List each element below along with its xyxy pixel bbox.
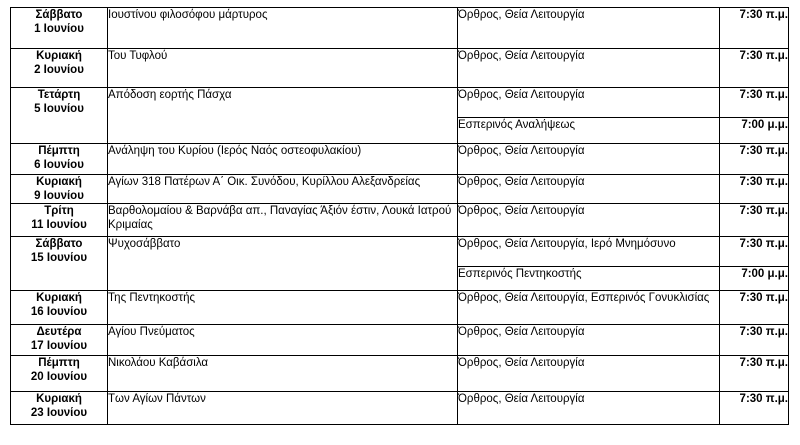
weekday: Σάββατο: [35, 9, 83, 21]
weekday: Κυριακή: [36, 393, 82, 405]
day-cell: [11, 237, 108, 291]
date: 1 Ιουνίου: [34, 23, 84, 35]
time-cell: 7:30 π.μ.: [720, 356, 789, 392]
day-cell: [11, 175, 108, 204]
service-cell: Όρθρος, Θεία Λειτουργία: [458, 356, 720, 392]
weekday: Τρίτη: [44, 205, 74, 217]
table-row: [11, 325, 789, 356]
date: 5 Ιουνίου: [34, 103, 84, 115]
time-cell: 7:00 μ.μ.: [720, 267, 789, 291]
table-row: [11, 144, 789, 175]
service-cell: Όρθρος, Θεία Λειτουργία: [458, 204, 720, 237]
weekday: Πέμπτη: [38, 145, 80, 157]
date: 16 Ιουνίου: [30, 306, 88, 318]
time-cell: 7:30 π.μ.: [720, 392, 789, 425]
date: 20 Ιουνίου: [30, 371, 88, 383]
time-cell: 7:30 π.μ.: [720, 8, 789, 49]
table-row: [11, 291, 789, 325]
weekday: Πέμπτη: [38, 357, 80, 369]
time-cell: 7:00 μ.μ.: [720, 118, 789, 144]
day-cell: [11, 291, 108, 325]
feast-cell: Απόδοση εορτής Πάσχα: [108, 88, 458, 144]
weekday: Δευτέρα: [36, 326, 82, 338]
date: 11 Ιουνίου: [31, 219, 87, 231]
table-row: [11, 88, 789, 118]
date: 15 Ιουνίου: [30, 252, 88, 264]
table-row: [11, 8, 789, 49]
service-cell: Όρθρος, Θεία Λειτουργία, Εσπερινός Γονυκλισίας: [458, 291, 720, 325]
day-cell: [11, 356, 108, 392]
weekday: Κυριακή: [36, 50, 82, 62]
service-cell: Όρθρος, Θεία Λειτουργία, Ιερό Μνημόσυνο: [458, 237, 720, 267]
day-cell: [11, 144, 108, 175]
day-cell: [11, 392, 108, 425]
time-cell: 7:30 π.μ.: [720, 144, 789, 175]
feast-cell: Αγίου Πνεύματος: [108, 325, 458, 356]
schedule-table: [10, 7, 789, 425]
service-cell: Όρθρος, Θεία Λειτουργία: [458, 49, 720, 88]
table-row: [11, 356, 789, 392]
date: 9 Ιουνίου: [34, 190, 84, 202]
time-cell: 7:30 π.μ.: [720, 204, 789, 237]
day-cell: [11, 49, 108, 88]
date: 23 Ιουνίου: [30, 407, 88, 419]
weekday: Τετάρτη: [37, 89, 81, 101]
service-cell: Όρθρος, Θεία Λειτουργία: [458, 144, 720, 175]
day-cell: [11, 325, 108, 356]
feast-cell: Νικολάου Καβάσιλα: [108, 356, 458, 392]
feast-cell: Βαρθολομαίου & Βαρνάβα απ., Παναγίας Άξιόν έστιν, Λουκά Ιατρού Κριμαίας: [108, 204, 458, 237]
date: 17 Ιουνίου: [30, 340, 88, 352]
feast-cell: Του Τυφλού: [108, 49, 458, 88]
time-cell: 7:30 π.μ.: [720, 325, 789, 356]
table-row: [11, 175, 789, 204]
table-row: [11, 392, 789, 425]
weekday: Σάββατο: [35, 238, 83, 250]
service-cell: Όρθρος, Θεία Λειτουργία: [458, 392, 720, 425]
service-cell: Όρθρος, Θεία Λειτουργία: [458, 88, 720, 118]
feast-cell: Ιουστίνου φιλοσόφου μάρτυρος: [108, 8, 458, 49]
date: 6 Ιουνίου: [34, 159, 84, 171]
service-cell: Όρθρος, Θεία Λειτουργία: [458, 8, 720, 49]
time-cell: 7:30 π.μ.: [720, 88, 789, 118]
day-cell: [11, 88, 108, 144]
feast-cell: Της Πεντηκοστής: [108, 291, 458, 325]
time-cell: 7:30 π.μ.: [720, 237, 789, 267]
feast-cell: Ψυχοσάββατο: [108, 237, 458, 291]
weekday: Κυριακή: [36, 292, 82, 304]
table-row: [11, 49, 789, 88]
service-cell: Εσπερινός Πεντηκοστής: [458, 267, 720, 291]
table-row: [11, 237, 789, 267]
feast-cell: Αγίων 318 Πατέρων Α΄ Οικ. Συνόδου, Κυρίλλου Αλεξανδρείας: [108, 175, 458, 204]
day-cell: [11, 8, 108, 49]
table-row: [11, 204, 789, 237]
time-cell: 7:30 π.μ.: [720, 49, 789, 88]
service-cell: Όρθρος, Θεία Λειτουργία: [458, 325, 720, 356]
weekday: Κυριακή: [36, 176, 82, 188]
time-cell: 7:30 π.μ.: [720, 291, 789, 325]
schedule-body: [11, 8, 789, 425]
feast-cell: Των Αγίων Πάντων: [108, 392, 458, 425]
service-cell: Εσπερινός Αναλήψεως: [458, 118, 720, 144]
day-cell: [11, 204, 108, 237]
feast-cell: Ανάληψη του Κυρίου (Ιερός Ναός οστεοφυλακίου): [108, 144, 458, 175]
date: 2 Ιουνίου: [34, 64, 84, 76]
time-cell: 7:30 π.μ.: [720, 175, 789, 204]
service-cell: Όρθρος, Θεία Λειτουργία: [458, 175, 720, 204]
